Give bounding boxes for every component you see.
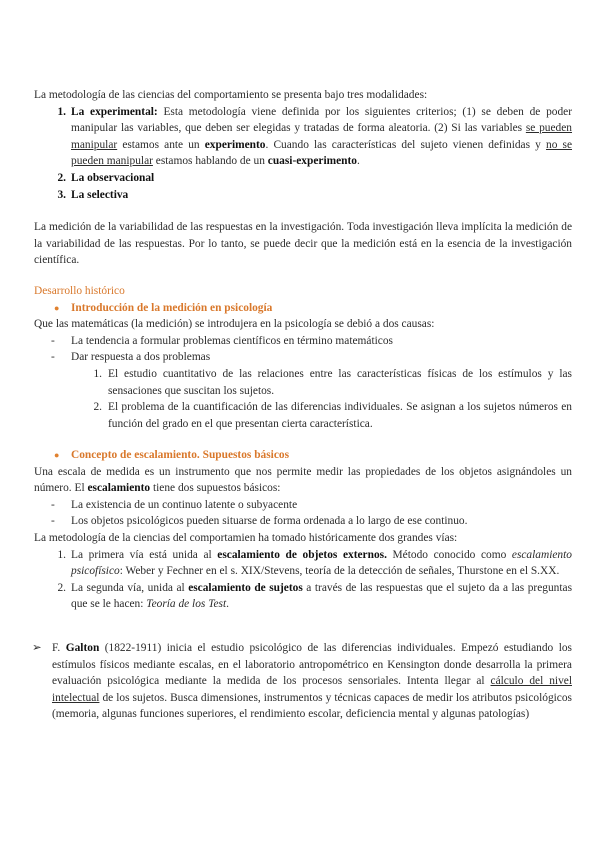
dash-icon: - <box>51 498 55 511</box>
intro-text: La metodología de las ciencias del comportamiento se presenta bajo tres modalidades: <box>34 89 428 101</box>
arrow-bullet-icon: ➢ <box>32 642 42 654</box>
way-item: 2. La segunda vía, unida al escalamiento de sujetos a través de las respuestas que el sujeto da a las preguntas que se le hacen: Teoría de los Test. <box>57 581 572 611</box>
list-item: - Dar respuesta a dos problemas <box>34 349 572 366</box>
dash-icon: - <box>51 515 55 528</box>
bullet-icon: ● <box>54 450 60 460</box>
modality-number: 3. <box>57 188 66 201</box>
modality-item <box>34 187 572 204</box>
modality-title: La observacional <box>71 171 155 184</box>
list-item: - Los objetos psicológicos pueden situarse de forma ordenada a lo largo de ese continuo. <box>34 513 572 530</box>
sublist-item: 1. El estudio cuantitativo de las relaciones entre las características físicas de los estímulos y las sensaciones que suscitan los sujetos. <box>93 367 572 397</box>
modality-number: 2. <box>57 171 66 184</box>
list-item: - La tendencia a formular problemas científicos en término matemáticos <box>34 333 572 350</box>
galton-paragraph: ➢ F. Galton (1822-1911) inicia el estudio psicológico de las diferencias individuales. Empezó estudiando los estímulos físicos mediante escalas, en el laboratorio antropométrico en Kensington donde desarrolla la primera evaluación psicológica mediante la medida de los procesos sensoriales. Intenta llegar al cálculo del nivel intelectual de los sujetos. Busca dimensiones, instrumentos y técnicas capaces de medir los atributos psicológicos (memoria, algunas funciones superiores, el rendimiento escolar, deficiencia mental y algunas patologías) <box>32 642 572 721</box>
scaling-paragraph: Una escala de medida es un instrumento que nos permite medir las propiedades de los objetos asignándoles un número. El escalamiento tiene dos supuestos básicos: <box>34 465 572 495</box>
dash-icon: - <box>51 334 55 347</box>
list-item: - La existencia de un continuo latente o subyacente <box>34 497 572 514</box>
subsection-lead: Que las matemáticas (la medición) se introdujera en la psicología se debió a dos causas: <box>34 318 435 331</box>
modality-item <box>34 170 572 187</box>
subsection-heading: ● Introducción de la medición en psicología <box>34 300 572 317</box>
dash-icon: - <box>51 351 55 364</box>
bullet-icon: ● <box>54 302 60 313</box>
galton-block <box>34 640 572 723</box>
modality-title: La experimental: <box>71 105 158 118</box>
ways-paragraph: La metodología de la ciencias del comportamien ha tomado históricamente dos grandes vías: <box>34 531 458 544</box>
way-item: 1. La primera vía está unida al escalamiento de objetos externos. Método conocido como escalamiento psicofísico: Weber y Fechner en el s. XIX/Stevens, teoría de la detección de señales, Thurstone en el S.XX. <box>57 548 572 578</box>
variability-paragraph: La medición de la variabilidad de las respuestas en la investigación. Toda investigación lleva implícita la medición de la variabilidad de las respuestas. Por lo tanto, se puede decir que la medición está en la esencia de la investigación científica. <box>34 221 572 267</box>
modality-number: 1. <box>57 105 66 118</box>
modality-title: La selectiva <box>71 188 129 201</box>
section-title: Desarrollo histórico <box>34 285 125 297</box>
sublist-item: 2. El problema de la cuantificación de las diferencias individuales. Se asignan a los sujetos números en función del grado en el que presentan cierta característica. <box>93 401 572 430</box>
scaling-section <box>34 447 572 613</box>
subsection-heading: ● Concepto de escalamiento. Supuestos básicos <box>34 447 572 464</box>
history-section <box>34 283 572 432</box>
modality-item: 1. La experimental: Esta metodología viene definida por los siguientes criterios; (1) se deben de poder manipular las variables, que deben ser elegidas y tratadas de forma aleatoria. (2) Si las variables se pueden manipular estamos ante un experimento. Cuando las características del sujeto vienen definidas y no se pueden manipular estamos hablando de un cuasi-experimento. <box>57 105 573 168</box>
intro-block <box>34 87 572 203</box>
